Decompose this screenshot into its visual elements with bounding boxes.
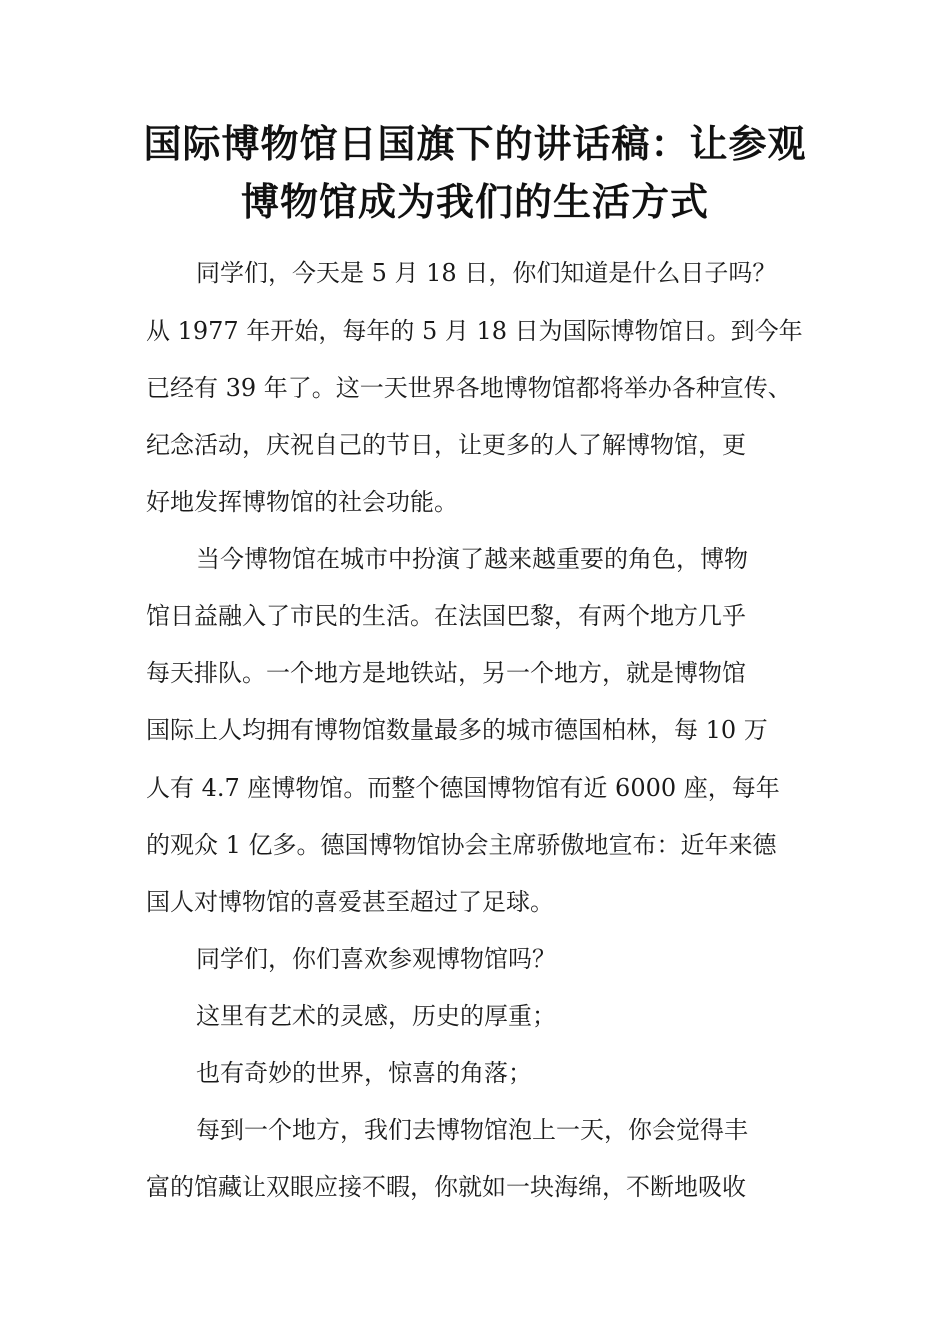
paragraph-1-line-2: 从 1977 年开始，每年的 5 月 18 日为国际博物馆日。到今年 xyxy=(146,317,803,345)
paragraph-3-line-1: 同学们，你们喜欢参观博物馆吗？ xyxy=(196,945,556,973)
paragraph-4-line-1: 这里有艺术的灵感，历史的厚重； xyxy=(196,1002,556,1030)
paragraph-2-line-3: 每天排队。一个地方是地铁站，另一个地方，就是博物馆 xyxy=(146,659,746,687)
paragraph-2-line-6: 的观众 1 亿多。德国博物馆协会主席骄傲地宣布：近年来德 xyxy=(146,831,777,859)
document-title-line-2: 博物馆成为我们的生活方式 xyxy=(240,180,709,224)
paragraph-1-line-5: 好地发挥博物馆的社会功能。 xyxy=(146,488,458,516)
paragraph-1-line-4: 纪念活动，庆祝自己的节日，让更多的人了解博物馆，更 xyxy=(146,431,746,459)
paragraph-5-line-1: 也有奇妙的世界，惊喜的角落； xyxy=(196,1059,532,1087)
paragraph-1-line-3: 已经有 39 年了。这一天世界各地博物馆都将举办各种宣传、 xyxy=(146,374,792,402)
paragraph-1-line-1: 同学们，今天是 5 月 18 日，你们知道是什么日子吗？ xyxy=(196,259,777,287)
paragraph-6-line-2: 富的馆藏让双眼应接不暇，你就如一块海绵，不断地吸收 xyxy=(146,1173,746,1201)
paragraph-2-line-4: 国际上人均拥有博物馆数量最多的城市德国柏林，每 10 万 xyxy=(146,716,768,744)
document-title-line-1: 国际博物馆日国旗下的讲话稿：让参观 xyxy=(143,122,807,166)
paragraph-2-line-5: 人有 4.7 座博物馆。而整个德国博物馆有近 6000 座，每年 xyxy=(146,774,780,802)
paragraph-2-line-1: 当今博物馆在城市中扮演了越来越重要的角色，博物 xyxy=(196,545,748,573)
paragraph-6-line-1: 每到一个地方，我们去博物馆泡上一天，你会觉得丰 xyxy=(196,1116,748,1144)
paragraph-2-line-2: 馆日益融入了市民的生活。在法国巴黎，有两个地方几乎 xyxy=(146,602,746,630)
paragraph-2-line-7: 国人对博物馆的喜爱甚至超过了足球。 xyxy=(146,888,554,916)
